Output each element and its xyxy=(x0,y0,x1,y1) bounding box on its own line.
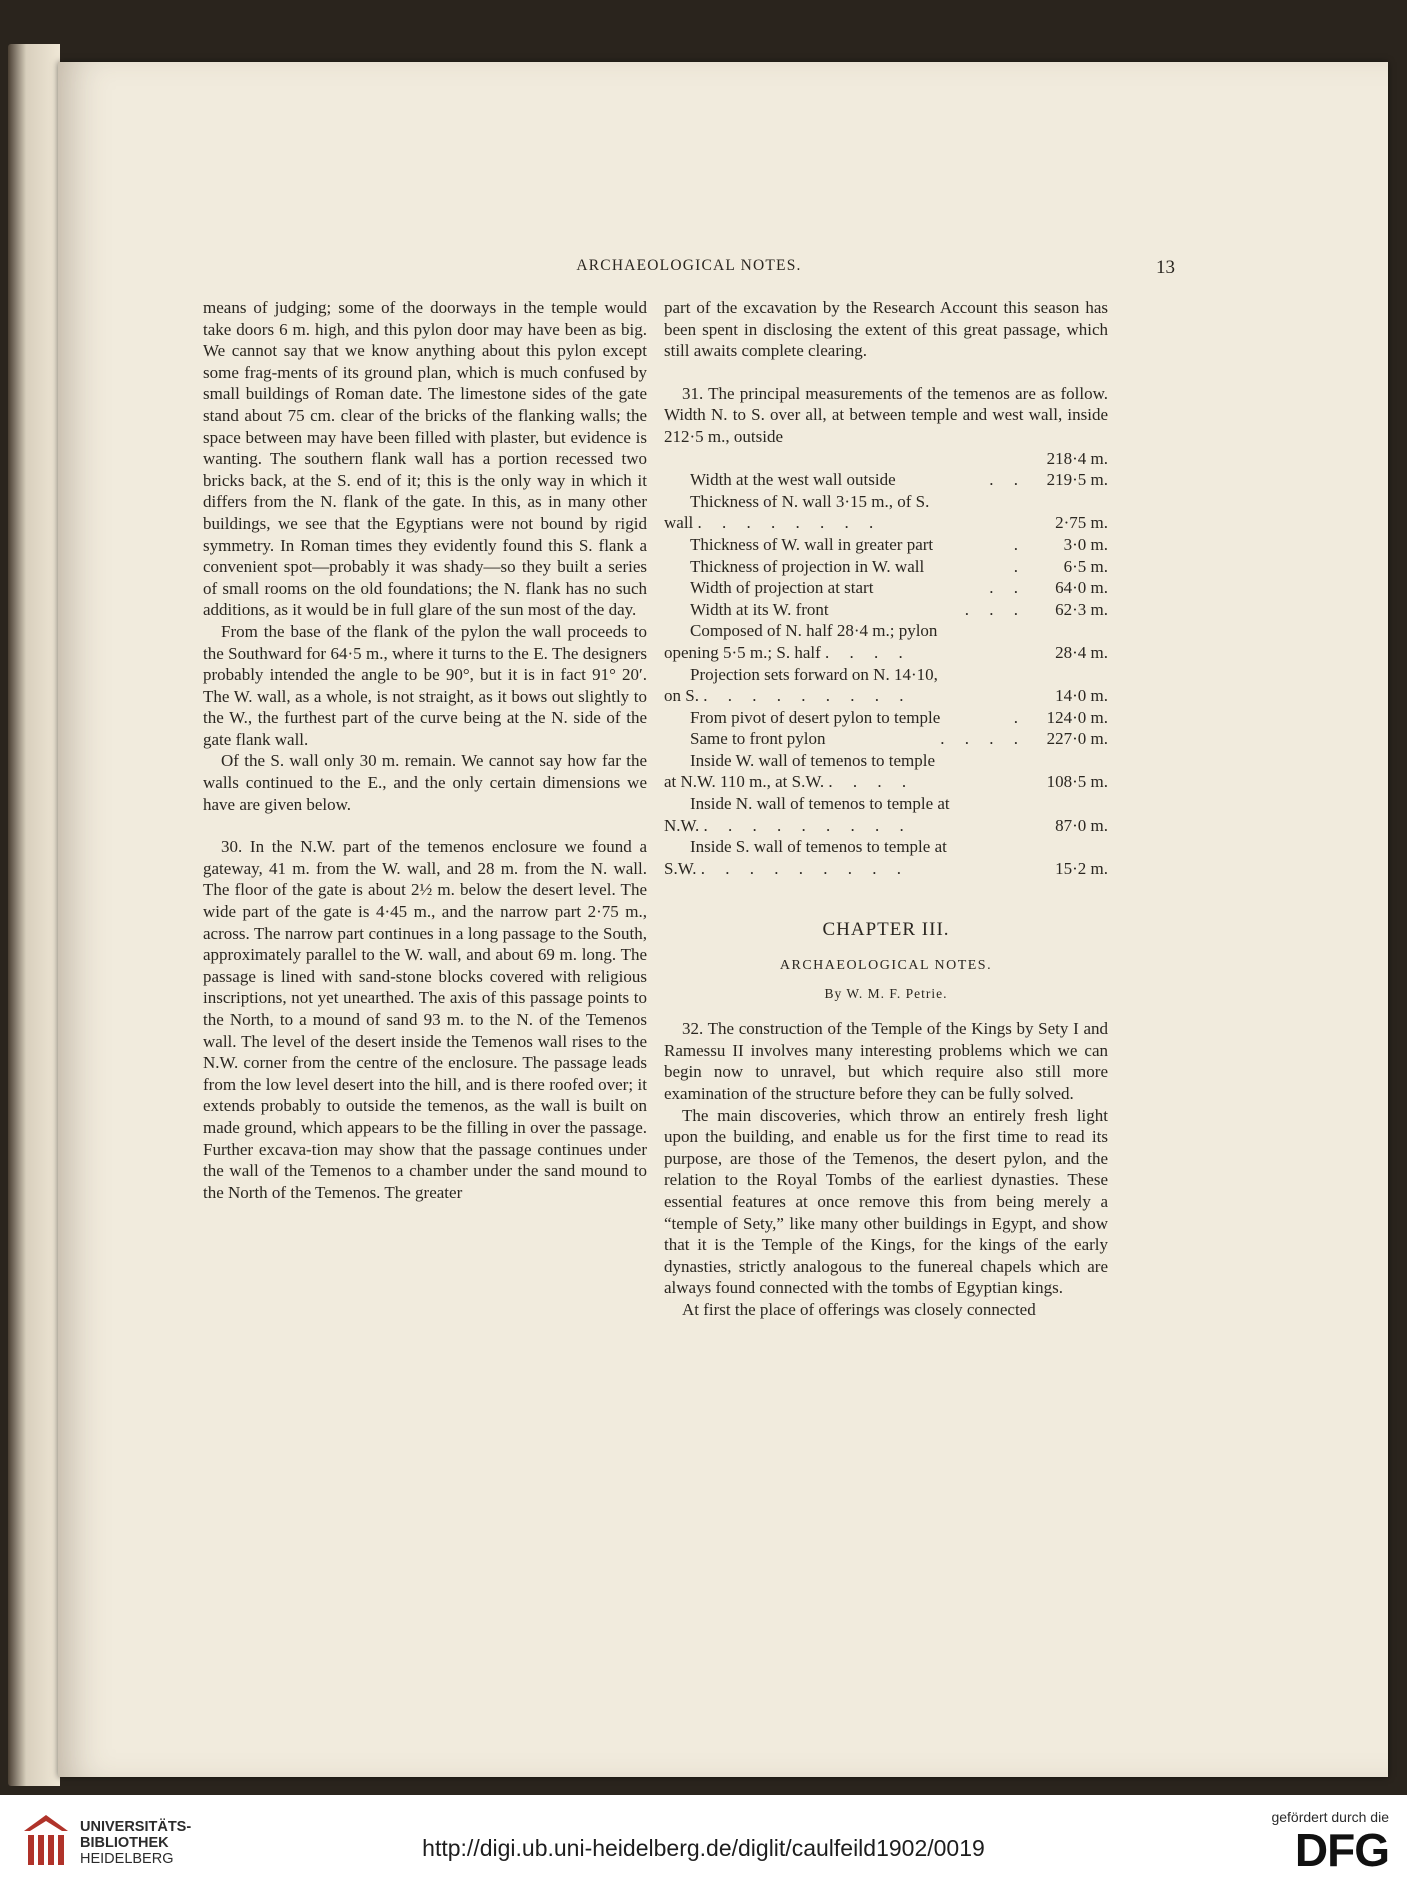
measurement-row xyxy=(664,836,1108,879)
measurement-value: 28·4 m. xyxy=(1055,642,1108,662)
section-31-text: 31. The principal measurements of the temenos are as follow. Width N. to S. over all, at between temple and west wall, inside 212·5 m., outside xyxy=(664,383,1108,446)
measurement-label-text: on S. xyxy=(664,686,699,706)
paragraph: The main discoveries, which throw an entirely fresh light upon the building, and enable us for the first time to read its purpose, are those of the Temenos, the desert pylon, and the relation to the Royal Tombs of the earliest dynasties. These essential features at once remove this from being merely a “temple of Sety,” like many other buildings in Egypt, and show that it is the Temple of the Kings, for the kings of the early dynasties, strictly analogous to the funereal chapels which are always found connected with the tombs of Egyptian kings. xyxy=(664,1105,1108,1298)
leader-wrap xyxy=(989,577,1026,599)
measurement-value: 15·2 m. xyxy=(1055,858,1108,878)
section-31-value: 218·4 m. xyxy=(1046,448,1108,468)
paragraph: From the base of the flank of the pylon the wall proceeds to the Southward for 64·5 m., where it turns to the E. The designers probably intended the angle to be 90°, but it is in fact 91° 20′. The W. wall, as a whole, is not straight, as it bows out slightly to the W., the furthest part of the curve being at the N. side of the gate flank wall. xyxy=(203,621,647,749)
measurement-value: 219·5 m. xyxy=(1046,470,1108,490)
measurement-value: 2·75 m. xyxy=(1055,513,1108,533)
measurement-row xyxy=(664,620,1108,663)
measurement-row xyxy=(664,556,1108,578)
measurement-label: Thickness of N. wall 3·15 m., of S. xyxy=(690,491,930,511)
dot-leader: . . . . . . . . . xyxy=(703,686,912,706)
measurement-row xyxy=(664,750,1108,793)
measurement-label: Thickness of projection in W. wall xyxy=(690,556,925,576)
measurement-value: 108·5 m. xyxy=(1046,772,1108,792)
paragraph-section-32: 32. The construction of the Temple of the Kings by Sety I and Ramessu II involves many interesting problems which we can begin now to unravel, but which require also still more examination of the structure before they can be fully solved. xyxy=(664,1019,1108,1103)
measurement-row xyxy=(664,728,1108,750)
dot-leader: . . . . . . . . . xyxy=(703,815,912,835)
chapter-subtitle: ARCHAEOLOGICAL NOTES. xyxy=(779,958,993,974)
measurement-row xyxy=(664,469,1108,491)
leader-wrap xyxy=(965,599,1026,621)
measurement-label-continued xyxy=(664,642,1108,664)
measurement-label-text: N.W. xyxy=(664,815,700,835)
dot-leader: . . . . xyxy=(828,772,915,792)
dot-leader: . . . . . . . . xyxy=(697,513,882,533)
dfg-wordmark: DFG xyxy=(1294,1824,1389,1876)
paragraph-section-31 xyxy=(664,383,1108,448)
measurement-label: From pivot of desert pylon to temple xyxy=(690,707,941,727)
chapter-title: CHAPTER III. xyxy=(822,919,950,941)
footer-bar xyxy=(0,1795,1407,1891)
leader-wrap xyxy=(1014,534,1026,556)
measurement-value: 3·0 m. xyxy=(1063,534,1108,554)
page xyxy=(58,62,1388,1777)
measurement-value: 64·0 m. xyxy=(1055,578,1108,598)
left-column xyxy=(203,297,647,1203)
dot-leader: . xyxy=(1013,707,1026,727)
paragraph: part of the excavation by the Research Account this season has been spent in disclosing the extent of this great passage, which still awaits complete clearing. xyxy=(664,298,1108,361)
measurement-value: 14·0 m. xyxy=(1055,686,1108,706)
dfg-logo[interactable] xyxy=(1229,1809,1389,1875)
measurement-label-continued xyxy=(664,815,1108,837)
previous-page-edge xyxy=(8,44,60,1786)
measurement-label-continued xyxy=(664,771,1108,793)
library-line: HEIDELBERG xyxy=(80,1851,174,1867)
paragraph: At first the place of offerings was closely connected xyxy=(682,1299,1036,1319)
measurement-label: Projection sets forward on N. 14·10, xyxy=(690,664,938,684)
dot-leader: . xyxy=(1013,534,1026,554)
chapter-heading xyxy=(664,919,1108,1004)
measurement-row xyxy=(664,577,1108,599)
measurements-list xyxy=(664,469,1108,879)
measurement-row xyxy=(664,793,1108,836)
measurement-label: Width of projection at start xyxy=(690,578,874,598)
measurement-label-text: at N.W. 110 m., at S.W. xyxy=(664,772,825,792)
funding-caption: gefördert durch die xyxy=(1271,1809,1389,1825)
measurement-label-text: opening 5·5 m.; S. half xyxy=(664,642,821,662)
measurement-label-continued xyxy=(664,858,1108,880)
paragraph: Of the S. wall only 30 m. remain. We cannot say how far the walls continued to the E., and the only certain dimensions we have are given below. xyxy=(203,751,647,814)
library-line: BIBLIOTHEK xyxy=(80,1835,169,1851)
paragraph: means of judging; some of the doorways in the temple would take doors 6 m. high, and this pylon door may have been as big. We cannot say that we know anything about this pylon except some frag-ments of its ground plan, which is much confused by small buildings of Roman date. The limestone sides of the gate stand about 75 cm. clear of the bricks of the flanking walls; the space between may have been filled with plaster, but evidence is wanting. The southern flank wall has a portion recessed two bricks back, at the S. end of it; this is the only way in which it differs from the N. flank of the gate. In this, as in many other buildings, we see that the Egyptians were not bound by rigid symmetry. In Roman times they evidently found this S. flank a convenient spot—probably it was shady—so they built a series of small rooms on the old foundations; the N. flank has no such additions, as it would be in full glare of the sun most of the day. xyxy=(203,298,647,620)
measurement-row xyxy=(664,534,1108,556)
measurement-label: Width at the west wall outside xyxy=(690,470,896,490)
measurement-value: 87·0 m. xyxy=(1055,815,1108,835)
dot-leader: . . xyxy=(989,578,1026,598)
page-number: 13 xyxy=(1156,257,1175,278)
leader-wrap xyxy=(1014,556,1026,578)
running-title: ARCHAEOLOGICAL NOTES. xyxy=(576,257,802,274)
library-line: UNIVERSITÄTS- xyxy=(80,1819,192,1835)
chapter-author: By W. M. F. Petrie. xyxy=(824,985,948,1001)
measurement-label: Composed of N. half 28·4 m.; pylon xyxy=(690,621,938,641)
measurement-value: 6·5 m. xyxy=(1063,556,1108,576)
measurement-label: Width at its W. front xyxy=(690,599,829,619)
source-url-link[interactable]: http://digi.ub.uni-heidelberg.de/diglit/caulfeild1902/0019 xyxy=(422,1835,985,1861)
dot-leader: . . xyxy=(989,470,1026,490)
right-column xyxy=(664,297,1108,1321)
dot-leader: . xyxy=(1013,556,1026,576)
measurement-row xyxy=(664,599,1108,621)
measurement-label: Inside W. wall of temenos to temple xyxy=(690,750,936,770)
leader-wrap xyxy=(989,469,1026,491)
dot-leader: . . . . xyxy=(940,729,1026,749)
measurement-label-text: S.W. xyxy=(664,858,697,878)
dot-leader: . . . . xyxy=(825,642,911,662)
leader-wrap xyxy=(1014,707,1026,729)
measurement-label: Thickness of W. wall in greater part xyxy=(690,534,934,554)
dot-leader: . . . xyxy=(964,599,1026,619)
measurement-label: Inside N. wall of temenos to temple at xyxy=(690,794,950,814)
measurement-label-continued xyxy=(664,685,1108,707)
measurement-value: 227·0 m. xyxy=(1046,729,1108,749)
leader-wrap xyxy=(940,728,1026,750)
measurement-row xyxy=(664,707,1108,729)
paragraph-section-30: 30. In the N.W. part of the temenos enclosure we found a gateway, 41 m. from the W. wall, and 28 m. from the N. wall. The floor of the gate is about 2½ m. below the desert level. The wide part of the gate is 4·45 m., and the narrow part 2·75 m., across. The narrow part continues in a long passage to the South, approximately parallel to the W. wall, and about 69 m. long. The passage is lined with sand-stone blocks covered with religious inscriptions, not yet unearthed. The axis of this passage points to the North, to a mound of sand 93 m. to the N. of the Temenos wall. The level of the desert inside the Temenos wall rises to the N.W. corner from the centre of the enclosure. The passage leads from the low level desert into the hill, and is there roofed over; it extends probably to outside the temenos, as the wall is built on made ground, which appears to be the filling in over the passage. Further excava-tion may show that the passage continues under the wall of the Temenos to a chamber under the sand mound to the North of the Temenos. The greater xyxy=(203,837,647,1202)
page-content xyxy=(58,62,1388,1777)
measurement-value: 62·3 m. xyxy=(1055,599,1108,619)
running-head xyxy=(203,257,1175,281)
measurement-label-continued xyxy=(664,512,1108,534)
measurement-row xyxy=(664,664,1108,707)
measurement-label-text: wall xyxy=(664,513,694,533)
measurement-label: Same to front pylon xyxy=(690,729,826,749)
measurement-value: 124·0 m. xyxy=(1046,707,1108,727)
measurement-label: Inside S. wall of temenos to temple at xyxy=(690,837,947,857)
dot-leader: . . . . . . . . . xyxy=(700,858,909,878)
measurement-row xyxy=(664,491,1108,534)
